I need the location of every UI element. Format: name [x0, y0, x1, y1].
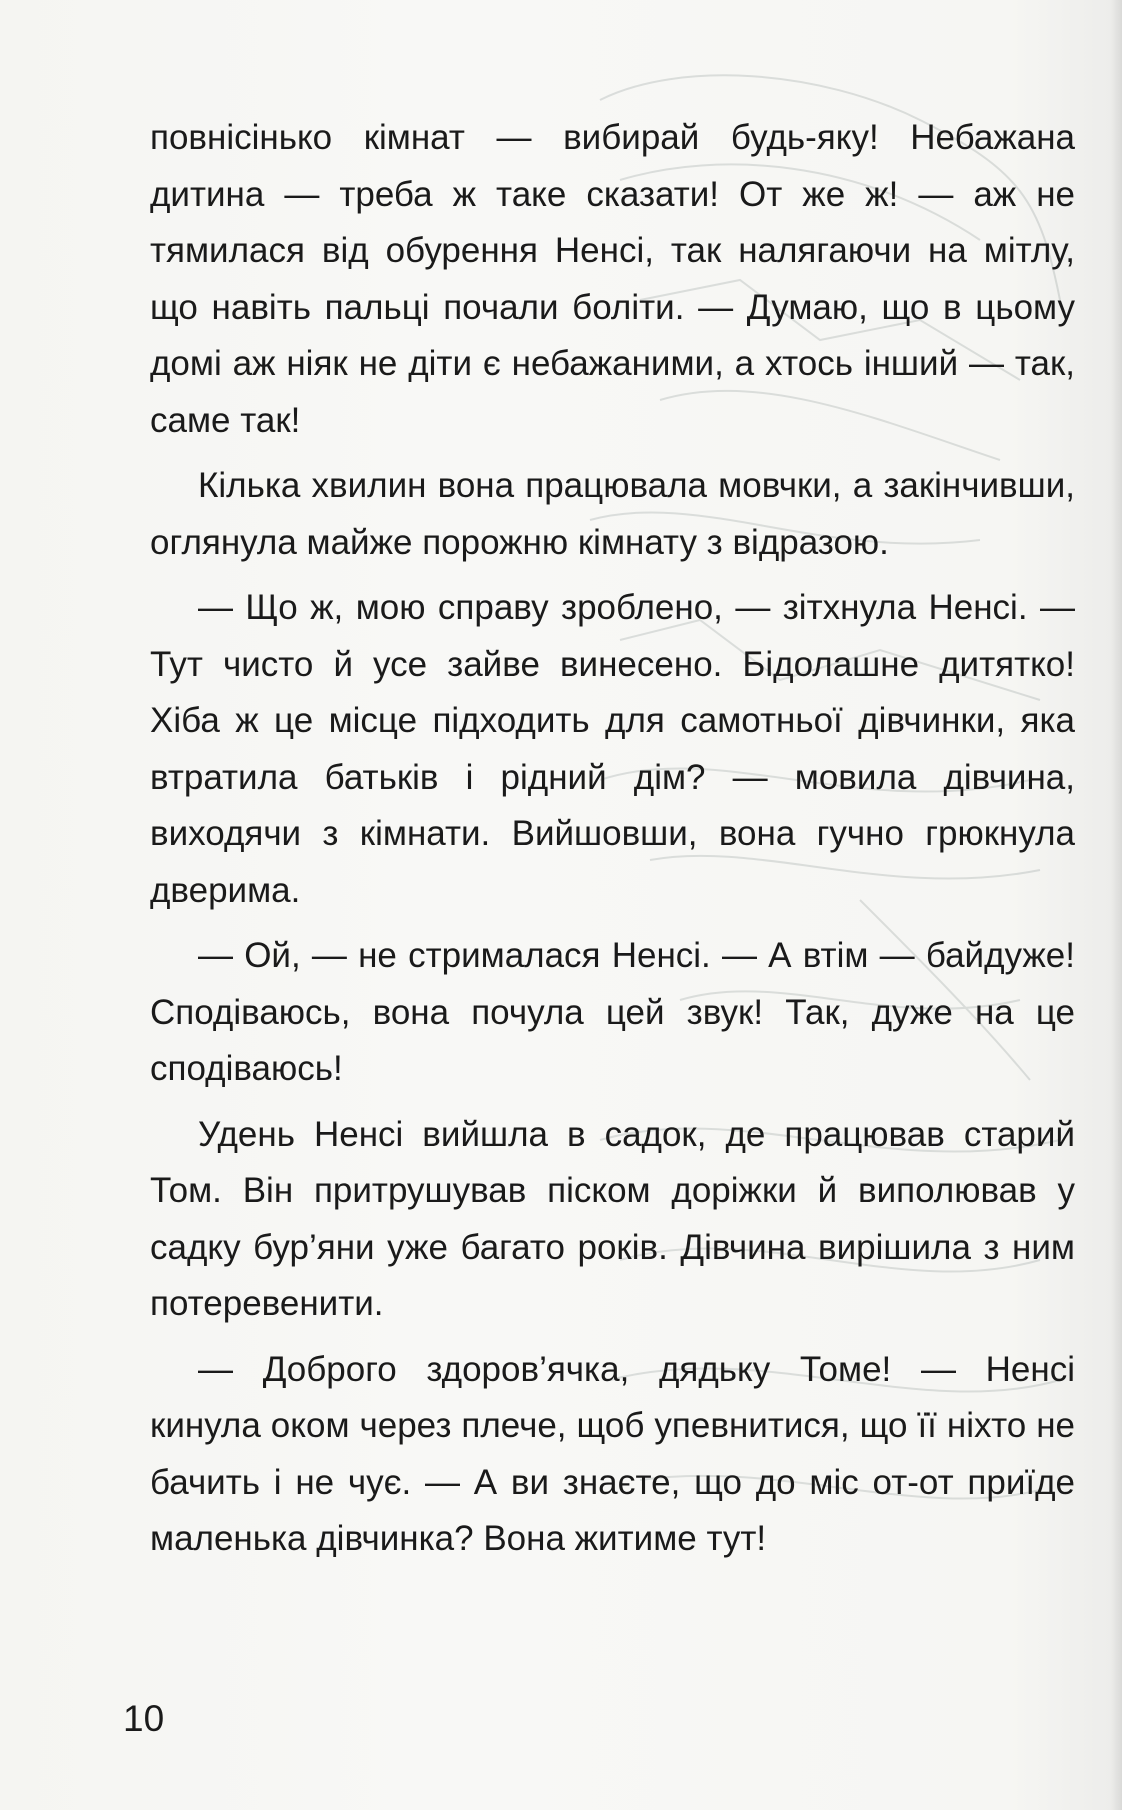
paragraph-1: повнісінько кімнат — вибирай будь-яку! Небажана дитина — треба ж таке сказати! От же ж! — аж не тямилася від обурення Ненсі, так налягаючи на мітлу, що навіть пальці почали боліти. — Думаю, що в цьому домі аж ніяк не діти є небажаними, а хтось інший — так, саме так!: [150, 118, 1075, 440]
page-number: 10: [123, 1698, 165, 1739]
paragraph-4: — Ой, — не стрималася Ненсі. — А втім — байдуже! Сподіваюсь, вона почула цей звук! Так, дуже на це сподіваюсь!: [150, 936, 1075, 1088]
paragraph-3: — Що ж, мою справу зроблено, — зітхнула Ненсі. — Тут чисто й усе зайве винесено. Бідолашне дитятко! Хіба ж це місце підходить для самотньої дівчинки, яка втратила батьків і рідний дім? — мовила дівчина, виходячи з кімнати. Вийшовши, вона гучно грюкнула дверима.: [150, 588, 1075, 910]
paragraph-6: — Доброго здоров’ячка, дядьку Томе! — Ненсі кинула оком через плече, щоб упевнитися, що її ніхто не бачить і не чує. — А ви знаєте, що до міс от-от приїде маленька дівчинка? Вона житиме тут!: [150, 1349, 1075, 1558]
body-text: [150, 110, 1075, 1568]
paragraph-2: Кілька хвилин вона працювала мовчки, а закінчивши, оглянула майже порожню кімнату з відразою.: [150, 466, 1075, 562]
page-edge-shadow: [1110, 0, 1122, 1810]
paragraph-5: Удень Ненсі вийшла в садок, де працював старий Том. Він притрушував піском доріжки й виполював у садку бур’яни уже багато років. Дівчина вирішила з ним потеревенити.: [150, 1114, 1075, 1323]
